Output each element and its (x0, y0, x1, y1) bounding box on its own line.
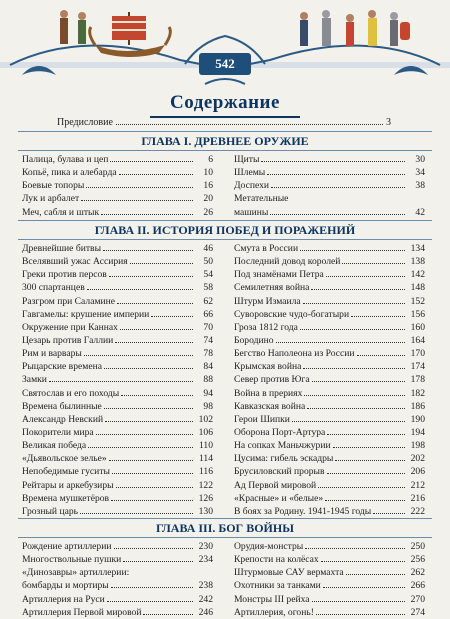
toc-entry[interactable] (234, 593, 425, 606)
dot-leader (323, 587, 405, 588)
dot-leader (312, 381, 405, 382)
toc-entry-page: 134 (410, 243, 425, 254)
toc-entry-page: 160 (410, 321, 425, 333)
toc-entry-page: 88 (203, 374, 213, 386)
dot-leader (373, 513, 405, 514)
toc-entry-title: Метательные (234, 193, 289, 205)
toc-entry-page: 74 (203, 334, 213, 346)
dot-leader (351, 316, 405, 317)
toc-entry-title: Орудия-монстры (234, 541, 304, 552)
toc-entry-title: Цезарь против Галлии (22, 334, 114, 346)
toc-entry-title: Рим и варвары (22, 348, 82, 360)
toc-entry[interactable] (234, 347, 425, 360)
toc-entry[interactable] (234, 566, 425, 579)
toc-entry-title: Бегство Наполеона из России (234, 348, 355, 360)
toc-entry-page: 178 (410, 374, 425, 386)
toc-entry-title: Цусима: гибель эскадры (234, 453, 334, 465)
dot-leader (270, 214, 405, 215)
warrior-figures-right (300, 10, 410, 46)
toc-entry[interactable] (234, 242, 425, 255)
dot-leader (86, 187, 193, 188)
toc-entry-title: Герои Шипки (234, 413, 290, 425)
dot-leader (276, 342, 405, 343)
toc-entry-title: «Красные» и «белые» (234, 492, 324, 504)
toc-entry-page: 46 (203, 243, 213, 254)
toc-entry[interactable] (234, 321, 425, 334)
dot-leader (312, 601, 405, 602)
dot-leader (109, 460, 193, 461)
toc-entry-title: «Динозавры» артиллерии: (22, 567, 130, 579)
toc-entry[interactable] (234, 179, 425, 192)
toc-entry[interactable] (22, 606, 213, 619)
dot-leader (316, 614, 405, 615)
toc-entry-page: 202 (410, 453, 425, 465)
toc-entry-title: Многоствольные пушки (22, 554, 122, 566)
toc-entry-title: Древнейшие битвы (22, 243, 102, 254)
toc-entry-title: Оборона Порт-Артура (234, 426, 326, 438)
dot-leader (49, 381, 193, 382)
toc-entry-page: 148 (410, 282, 425, 294)
toc-entry-page: 182 (410, 387, 425, 399)
dot-leader (109, 276, 193, 277)
toc-entry[interactable] (22, 566, 213, 579)
toc-entry[interactable] (234, 492, 425, 505)
dot-leader (123, 561, 193, 562)
toc-entry[interactable] (22, 334, 213, 347)
toc-entry-title: Александр Невский (22, 413, 104, 425)
dot-leader (104, 408, 193, 409)
toc-entry-page: 16 (203, 180, 213, 192)
preface-title: Предисловие (57, 117, 113, 128)
toc-entry[interactable] (22, 593, 213, 606)
chapter-heading-3: ГЛАВА III. БОГ ВОЙНЫ (156, 521, 294, 535)
page-title: Содержание (0, 92, 450, 118)
toc-entry-page: 70 (203, 321, 213, 333)
page-number-badge: 542 (199, 53, 251, 75)
dot-leader (130, 263, 193, 264)
toc-entry-page: 234 (198, 554, 213, 566)
dot-leader (335, 460, 405, 461)
toc-entry-title: Война в прериях (234, 387, 303, 399)
toc-entry-page: 26 (203, 206, 213, 218)
chapter-2-right-column (234, 242, 425, 518)
toc-entry-page: 170 (410, 348, 425, 360)
toc-entry[interactable] (234, 268, 425, 281)
dot-leader (326, 276, 405, 277)
chapter-heading-2: ГЛАВА II. ИСТОРИЯ ПОБЕД И ПОРАЖЕНИЙ (94, 223, 356, 237)
toc-entry[interactable] (22, 179, 213, 192)
toc-entry[interactable] (22, 242, 213, 255)
dot-leader (87, 289, 193, 290)
toc-entry-page: 78 (203, 348, 213, 360)
toc-entry-title: Лук и арбалет (22, 193, 80, 205)
warrior-figures-left (60, 10, 170, 57)
toc-entry[interactable] (22, 452, 213, 465)
dot-leader (261, 161, 405, 162)
toc-entry-title: Покорители мира (22, 426, 94, 438)
toc-entry[interactable] (234, 373, 425, 386)
toc-entry[interactable] (22, 465, 213, 478)
toc-entry-title: Меч, сабля и штык (22, 206, 100, 218)
toc-entry-title: Великая победа (22, 440, 87, 452)
toc-entry-page: 266 (410, 580, 425, 592)
toc-entry-page: 230 (198, 541, 213, 552)
toc-entry[interactable] (22, 281, 213, 294)
toc-entry-title: На сопках Маньчжурии (234, 440, 331, 452)
toc-entry-title: Щиты (234, 154, 260, 165)
dot-leader (107, 601, 193, 602)
toc-entry-page: 54 (203, 269, 213, 281)
toc-entry-page: 212 (410, 479, 425, 491)
toc-entry[interactable] (22, 579, 213, 592)
toc-entry-page: 130 (198, 505, 213, 517)
toc-entry-title: Шлемы (234, 167, 266, 179)
dot-leader (307, 408, 405, 409)
toc-entry-title: Рождение артиллерии (22, 541, 112, 552)
toc-entry-title: Монстры III рейха (234, 593, 310, 605)
toc-entry[interactable] (22, 413, 213, 426)
dot-leader (300, 250, 405, 251)
toc-entry-page: 34 (415, 167, 425, 179)
dot-leader (101, 214, 193, 215)
toc-entry-title: Бородино (234, 334, 274, 346)
dot-leader (104, 368, 193, 369)
toc-entry[interactable] (22, 400, 213, 413)
toc-entry-page: 138 (410, 256, 425, 268)
toc-entry[interactable] (234, 505, 425, 518)
toc-entry[interactable] (234, 606, 425, 619)
dot-leader (121, 395, 193, 396)
toc-entry-title: Доспехи (234, 180, 270, 192)
chapter-divider (18, 131, 432, 132)
toc-entry-page: 66 (203, 308, 213, 320)
toc-entry-title: Кавказская война (234, 400, 306, 412)
toc-entry[interactable] (22, 439, 213, 452)
toc-entry[interactable] (234, 387, 425, 400)
toc-entry-title: Брусиловский прорыв (234, 466, 325, 478)
dot-leader (318, 487, 405, 488)
toc-entry-page: 256 (410, 554, 425, 566)
toc-entry-title: Крепости на колёсах (234, 554, 319, 566)
toc-entry[interactable] (234, 360, 425, 373)
preface-page: 3 (386, 117, 391, 128)
toc-entry-title: Времена былинные (22, 400, 102, 412)
toc-entry-page: 250 (410, 541, 425, 552)
chapter-divider (18, 150, 432, 151)
dot-leader (304, 395, 405, 396)
dot-leader (120, 329, 193, 330)
toc-entry-title: Греки против персов (22, 269, 107, 281)
toc-entry[interactable] (234, 255, 425, 268)
toc-entry-page: 58 (203, 282, 213, 294)
toc-entry-page: 186 (410, 400, 425, 412)
toc-entry[interactable] (234, 413, 425, 426)
dot-leader (96, 434, 193, 435)
dot-leader (333, 447, 405, 448)
toc-entry-page: 174 (410, 361, 425, 373)
toc-entry-page: 38 (415, 180, 425, 192)
chapter-divider (18, 518, 432, 519)
toc-entry-title: 300 спартанцев (22, 282, 85, 294)
toc-entry-title: Суворовские чудо-богатыри (234, 308, 350, 320)
toc-entry-title: Штурм Измаила (234, 295, 301, 307)
dot-leader (357, 355, 405, 356)
dot-leader (111, 500, 193, 501)
toc-entry-page: 194 (410, 426, 425, 438)
dot-leader (105, 421, 193, 422)
toc-entry-page: 50 (203, 256, 213, 268)
toc-entry[interactable] (22, 479, 213, 492)
toc-entry-page: 270 (410, 593, 425, 605)
toc-entry[interactable] (234, 206, 425, 219)
dot-leader (267, 174, 405, 175)
toc-entry-page: 262 (410, 567, 425, 579)
toc-entry[interactable] (234, 465, 425, 478)
toc-entry-title: Артиллерия, огонь! (234, 606, 314, 618)
toc-entry-title: машины (234, 206, 269, 218)
toc-entry-title: Штурмовые САУ вермахта (234, 567, 344, 579)
dot-leader (305, 548, 405, 549)
toc-entry-title: Смута в России (234, 243, 299, 254)
toc-entry-page: 246 (198, 606, 213, 618)
toc-entry[interactable] (234, 334, 425, 347)
toc-entry-page: 122 (198, 479, 213, 491)
toc-entry-page: 198 (410, 440, 425, 452)
dot-leader (80, 513, 193, 514)
toc-entry-page: 62 (203, 295, 213, 307)
toc-entry[interactable] (22, 295, 213, 308)
dot-leader (271, 187, 405, 188)
toc-entry[interactable] (22, 268, 213, 281)
toc-entry[interactable] (22, 166, 213, 179)
dot-leader (117, 303, 193, 304)
toc-entry[interactable] (234, 400, 425, 413)
toc-entry[interactable] (234, 553, 425, 566)
dot-leader (300, 329, 405, 330)
chapter-divider (18, 220, 432, 221)
toc-entry[interactable] (22, 505, 213, 518)
toc-entry-page: 216 (410, 492, 425, 504)
dot-leader (143, 614, 193, 615)
dot-leader (116, 117, 383, 125)
toc-entry-page: 114 (198, 453, 213, 465)
toc-entry-page: 156 (410, 308, 425, 320)
toc-entry-title: Рейтары и аркебузиры (22, 479, 114, 491)
toc-entry-page: 190 (410, 413, 425, 425)
toc-entry[interactable] (234, 426, 425, 439)
dot-leader (342, 263, 405, 264)
chapter-3-right-column (234, 540, 425, 619)
toc-entry[interactable] (22, 540, 213, 553)
toc-entry-title: Копьё, пика и алебарда (22, 167, 117, 179)
toc-entry[interactable] (22, 492, 213, 505)
toc-entry-title: бомбарды и мортиры (22, 580, 109, 592)
toc-entry[interactable] (234, 452, 425, 465)
dot-leader (325, 500, 405, 501)
dot-leader (151, 316, 193, 317)
chapter-1-left-column (22, 153, 213, 219)
dot-leader (311, 289, 405, 290)
dot-leader (327, 434, 405, 435)
toc-entry-title: Артиллерия на Руси (22, 593, 105, 605)
toc-entry-page: 10 (203, 167, 213, 179)
toc-entry-page: 152 (410, 295, 425, 307)
toc-entry[interactable] (22, 387, 213, 400)
toc-entry-title: Окружение при Каннах (22, 321, 118, 333)
chapter-2-left-column (22, 242, 213, 518)
toc-entry[interactable] (22, 553, 213, 566)
toc-entry-page: 42 (415, 206, 425, 218)
dot-leader (81, 200, 193, 201)
chapter-divider (18, 239, 432, 240)
dot-leader (84, 355, 193, 356)
toc-entry-title: Времена мушкетёров (22, 492, 110, 504)
toc-entry[interactable] (234, 153, 425, 166)
chapter-1-right-column (234, 153, 425, 219)
dot-leader (303, 368, 405, 369)
dot-leader (116, 487, 193, 488)
toc-entry-title: Грозный царь (22, 505, 79, 517)
toc-entry-page: 126 (198, 492, 213, 504)
toc-entry-title: «Дьявольское зелье» (22, 453, 107, 465)
chapter-divider (18, 537, 432, 538)
toc-entry-title: Непобедимые гуситы (22, 466, 110, 478)
toc-entry[interactable] (22, 426, 213, 439)
dot-leader (112, 473, 193, 474)
toc-entry-title: Север против Юга (234, 374, 310, 386)
dot-leader (292, 421, 405, 422)
toc-entry-page: 20 (203, 193, 213, 205)
toc-entry[interactable] (22, 373, 213, 386)
toc-entry-page: 222 (410, 505, 425, 517)
toc-entry[interactable] (234, 308, 425, 321)
dot-leader (110, 161, 193, 162)
toc-entry[interactable] (22, 360, 213, 373)
toc-entry-title: Артиллерия Первой мировой (22, 606, 142, 618)
toc-entry[interactable] (22, 347, 213, 360)
toc-entry[interactable] (234, 295, 425, 308)
toc-entry[interactable] (234, 439, 425, 452)
chapter-heading-1: ГЛАВА I. ДРЕВНЕЕ ОРУЖИЕ (141, 134, 309, 148)
toc-entry-page: 30 (415, 154, 425, 165)
toc-entry[interactable] (22, 206, 213, 219)
toc-entry-page: 106 (198, 426, 213, 438)
dot-leader (111, 587, 193, 588)
toc-entry-title: Ад Первой мировой (234, 479, 317, 491)
toc-entry-title: Разгром при Саламине (22, 295, 116, 307)
toc-entry-page: 238 (198, 580, 213, 592)
toc-entry-title: Вселявший ужас Ассирия (22, 256, 128, 268)
toc-entry[interactable] (234, 166, 425, 179)
toc-entry-page: 6 (208, 154, 213, 165)
chapter-3-left-column (22, 540, 213, 619)
toc-entry-title: Гроза 1812 года (234, 321, 298, 333)
dot-leader (88, 447, 193, 448)
toc-entry[interactable] (22, 308, 213, 321)
toc-entry[interactable] (234, 192, 425, 205)
dot-leader (321, 561, 405, 562)
toc-entry-page: 274 (410, 606, 425, 618)
toc-entry-title: Замки (22, 374, 47, 386)
toc-entry-title: Боевые топоры (22, 180, 85, 192)
dot-leader (115, 342, 193, 343)
toc-entry[interactable] (22, 255, 213, 268)
toc-entry-title: Палица, булава и цеп (22, 154, 109, 165)
toc-entry-page: 110 (198, 440, 213, 452)
toc-entry[interactable] (22, 321, 213, 334)
toc-entry-page: 94 (203, 387, 213, 399)
toc-entry-title: Гавгамелы: крушение империи (22, 308, 150, 320)
toc-entry-page: 142 (410, 269, 425, 281)
dot-leader (303, 303, 405, 304)
toc-entry[interactable] (234, 281, 425, 294)
toc-entry-title: Святослав и его походы (22, 387, 120, 399)
dot-leader (346, 574, 405, 575)
toc-entry-title: Охотники за танками (234, 580, 321, 592)
toc-entry-page: 102 (198, 413, 213, 425)
dot-leader (114, 548, 193, 549)
toc-entry[interactable] (234, 479, 425, 492)
toc-entry-title: Крымская война (234, 361, 302, 373)
toc-entry[interactable] (22, 192, 213, 205)
toc-entry[interactable] (22, 153, 213, 166)
toc-entry-page: 164 (410, 334, 425, 346)
dot-leader (119, 174, 193, 175)
toc-entry-page: 206 (410, 466, 425, 478)
preface-entry[interactable] (57, 117, 391, 128)
toc-entry-page: 116 (198, 466, 213, 478)
toc-entry-page: 242 (198, 593, 213, 605)
header-illustration (0, 0, 450, 88)
toc-entry-title: В боях за Родину. 1941-1945 годы (234, 505, 372, 517)
toc-entry-title: Последний довод королей (234, 256, 341, 268)
toc-entry-title: Семилетняя война (234, 282, 310, 294)
toc-entry[interactable] (234, 579, 425, 592)
toc-entry[interactable] (234, 540, 425, 553)
toc-entry-title: Рыцарские времена (22, 361, 102, 373)
dot-leader (327, 473, 405, 474)
toc-entry-page: 84 (203, 361, 213, 373)
dot-leader (103, 250, 193, 251)
toc-entry-title: Под знамёнами Петра (234, 269, 324, 281)
toc-entry-page: 98 (203, 400, 213, 412)
